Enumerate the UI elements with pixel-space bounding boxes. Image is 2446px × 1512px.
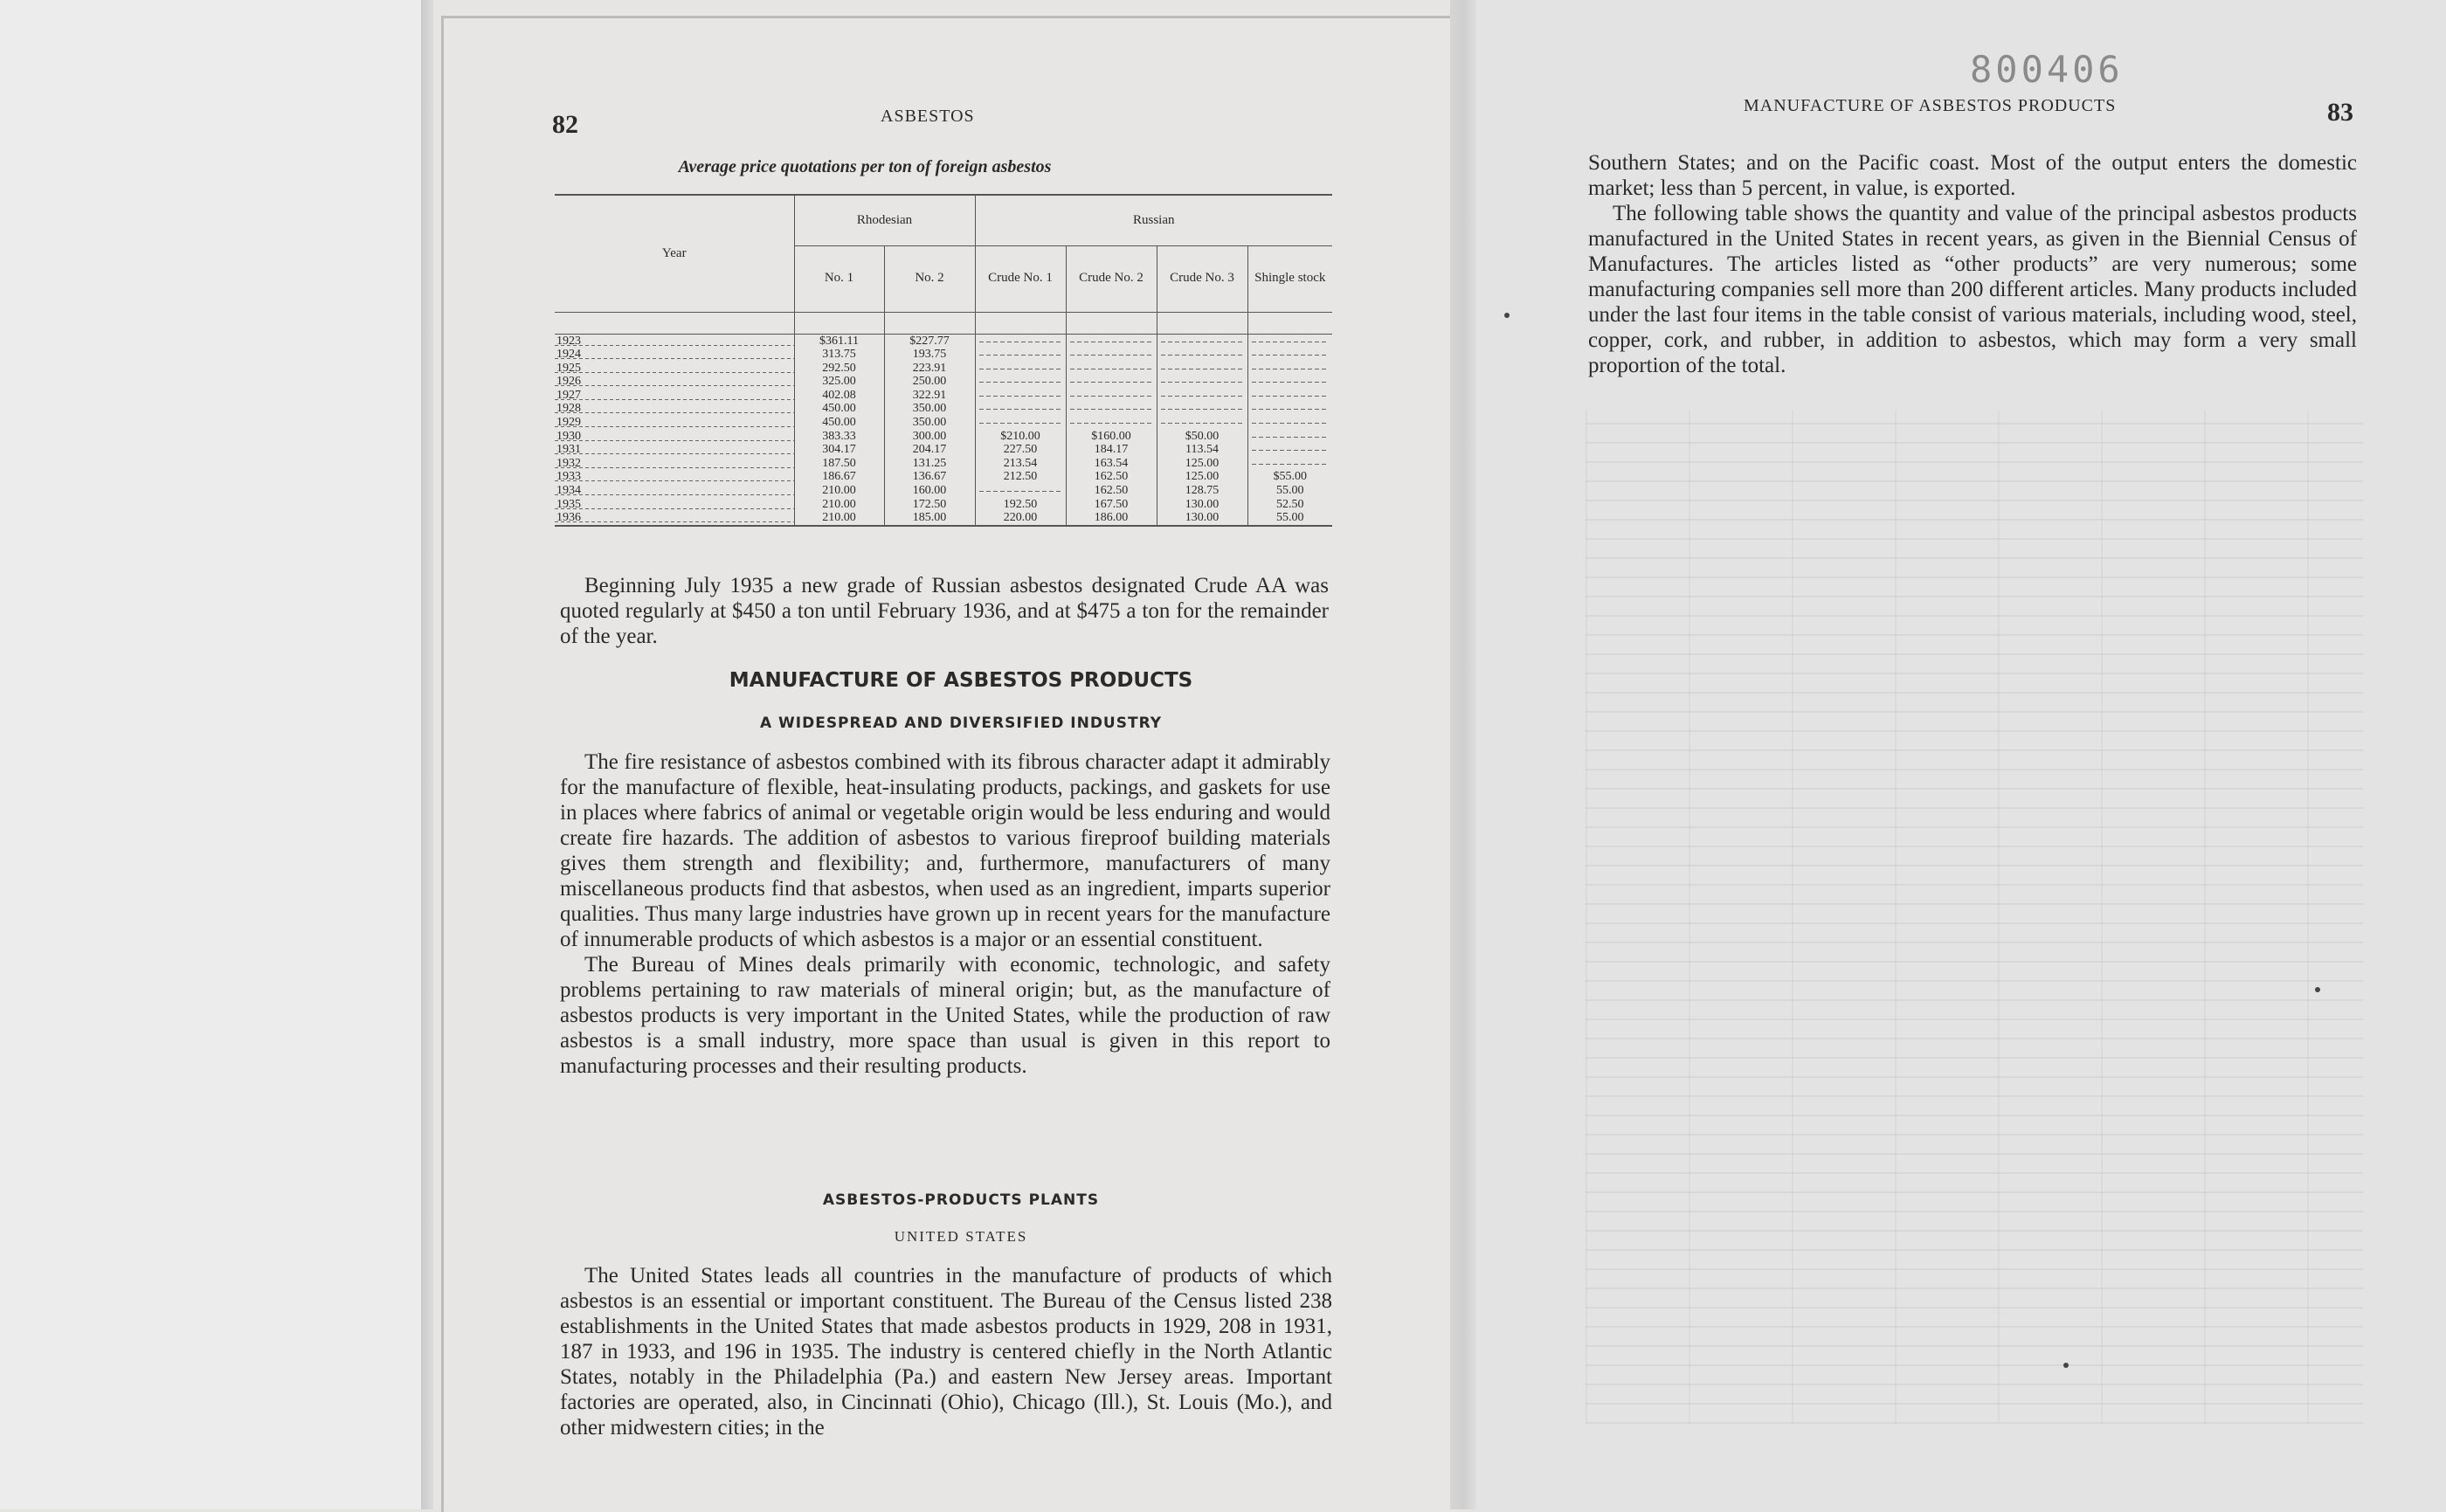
paragraph-fire-resistance: [560, 749, 1330, 1079]
year-cell: 1923: [555, 334, 794, 348]
price-cell: 220.00: [975, 511, 1066, 526]
column-header: No. 1: [794, 245, 884, 312]
price-cell: $50.00: [1157, 430, 1247, 444]
price-cell: 193.75: [884, 348, 975, 362]
price-cell: 223.91: [884, 362, 975, 376]
price-cell: [1157, 362, 1247, 376]
price-cell: [1066, 375, 1157, 389]
price-cell: 250.00: [884, 375, 975, 389]
column-header: Crude No. 1: [975, 245, 1066, 312]
group-header-rhodesian: Rhodesian: [794, 195, 975, 245]
price-cell: [975, 362, 1066, 376]
year-cell: 1934: [555, 484, 794, 498]
price-cell: 185.00: [884, 511, 975, 526]
price-cell: 350.00: [884, 402, 975, 416]
price-cell: 52.50: [1276, 497, 1304, 511]
price-cell: [975, 334, 1066, 348]
paragraph-text: The Bureau of Mines deals primarily with economic, technologic, and safety problems pertaining to raw materials of mineral origin; but, as the manufacture of asbestos products is very important in the United States, while the production of raw asbestos is a small industry, more space than usual is given in this report to manufacturing processes and their resulting products.: [560, 953, 1330, 1078]
price-cell: [975, 484, 1066, 498]
table-row: [555, 389, 1332, 403]
table-caption: Average price quotations per ton of foreign asbestos: [678, 157, 1052, 176]
year-cell: 1929: [555, 416, 794, 430]
bleed-through-table: [1586, 411, 2363, 1424]
price-cell: [1066, 416, 1157, 430]
price-cell: [1247, 362, 1332, 376]
table-row: [555, 348, 1332, 362]
price-cell: 350.00: [884, 416, 975, 430]
price-cell: 210.00: [794, 484, 884, 498]
price-cell: 184.17: [1066, 443, 1157, 457]
price-cell: 167.50: [1066, 498, 1157, 512]
price-cell: [1247, 443, 1332, 457]
price-cell: 313.75: [794, 348, 884, 362]
price-cell: 300.00: [884, 430, 975, 444]
price-cell: 204.17: [884, 443, 975, 457]
price-cell: 55.00: [1247, 511, 1332, 526]
price-cell: [975, 375, 1066, 389]
price-cell: 113.54: [1157, 443, 1247, 457]
table-row: [555, 430, 1332, 444]
price-cell: 125.00: [1157, 470, 1247, 484]
price-cell: 304.17: [794, 443, 884, 457]
right-page-text: [1588, 150, 2357, 378]
paragraph-text: Southern States; and on the Pacific coast. Most of the output enters the domestic market; less than 5 percent, in value, is exported.: [1588, 151, 2357, 200]
price-cell: 212.50: [975, 470, 1066, 484]
price-cell: 160.00: [884, 484, 975, 498]
price-cell: 162.50: [1066, 470, 1157, 484]
price-cell: 450.00: [794, 416, 884, 430]
column-header: Shingle stock: [1247, 245, 1332, 312]
year-cell: 1931: [555, 443, 794, 457]
paragraph-text: The fire resistance of asbestos combined with its fibrous character adapt it admirably for the manufacture of flexible, heat-insulating products, packings, and gaskets for use in places where fabrics of animal or vegetable origin would be less enduring and would create fire hazards. The addition of asbestos to various fireproof building materials gives them strength and flexibility; and, furthermore, manufacturers of many miscellaneous products find that asbestos, when used as an ingredient, imparts superior qualities. Thus many large industries have grown up in recent years for the manufacture of innumerable products of which asbestos is a major or an essential constituent.: [560, 750, 1330, 951]
price-cell: [1157, 389, 1247, 403]
column-header: Crude No. 3: [1157, 245, 1247, 312]
price-cell: 128.75: [1157, 484, 1247, 498]
price-cell: [1066, 362, 1157, 376]
paragraph-text: The United States leads all countries in the manufacture of products of which asbestos is an essential or important constituent. The Bureau of the Census listed 238 establishments in the United States that made asbestos products in 1929, 208 in 1931, 187 in 1933, and 196 in 1935. The industry is centered chiefly in the North Atlantic States, notably in the Philadelphia (Pa.) and eastern New Jersey areas. Important factories are operated, also, in Cincinnati (Ohio), Chicago (Ill.), St. Louis (Mo.), and other midwestern cities; in the: [560, 1264, 1332, 1440]
table-row: [555, 443, 1332, 457]
year-cell: 1936: [555, 511, 794, 526]
table-row: [555, 416, 1332, 430]
table-row: [555, 470, 1332, 484]
price-cell: 210.00: [794, 511, 884, 526]
price-table-body: [555, 312, 1332, 526]
price-table: [555, 194, 1332, 527]
price-cell: [1066, 334, 1157, 348]
table-row: [555, 457, 1332, 471]
table-row: [555, 402, 1332, 416]
price-cell: 210.00: [794, 498, 884, 512]
price-cell: [1247, 375, 1332, 389]
paragraph-united-states: [560, 1263, 1332, 1440]
archive-stamp: 800406: [1970, 48, 2124, 91]
scanner-background: [0, 0, 421, 1509]
price-cell: 172.50: [884, 498, 975, 512]
price-cell: 130.00: [1157, 511, 1247, 526]
price-cell: [1157, 402, 1247, 416]
price-cell: 325.00: [794, 375, 884, 389]
table-row: [555, 334, 1332, 348]
price-cell: 163.54: [1066, 457, 1157, 471]
price-cell: [1247, 416, 1332, 430]
price-cell: 192.50: [975, 498, 1066, 512]
table-row: [555, 498, 1332, 512]
price-cell: [1157, 416, 1247, 430]
table-row: [555, 484, 1332, 498]
price-cell: 125.00: [1157, 457, 1247, 471]
price-cell: [1247, 402, 1332, 416]
page-edge: [421, 0, 433, 1509]
price-cell: 55.00: [1276, 484, 1304, 498]
price-cell: 186.00: [1066, 511, 1157, 526]
price-cell: 130.00: [1157, 498, 1247, 512]
price-cell: [975, 402, 1066, 416]
year-cell: 1924: [555, 348, 794, 362]
price-cell: 292.50: [794, 362, 884, 376]
price-cell: 186.67: [794, 470, 884, 484]
price-cell: [975, 389, 1066, 403]
price-cell: [1157, 348, 1247, 362]
price-cell: $55.00: [1273, 470, 1307, 484]
price-cell: 136.67: [884, 470, 975, 484]
price-cell: 131.25: [884, 457, 975, 471]
table-row: [555, 362, 1332, 376]
price-cell: [975, 416, 1066, 430]
column-header-year: Year: [555, 195, 794, 312]
year-cell: 1930: [555, 430, 794, 444]
column-header: No. 2: [884, 245, 975, 312]
column-header: Crude No. 2: [1066, 245, 1157, 312]
price-cell: 383.33: [794, 430, 884, 444]
year-cell: 1927: [555, 389, 794, 403]
page-number-left: 82: [552, 110, 578, 139]
price-cell: $361.11: [794, 334, 884, 348]
price-cell: 322.91: [884, 389, 975, 403]
price-cell: [1247, 389, 1332, 403]
price-cell: $210.00: [975, 430, 1066, 444]
heading-manufacture: MANUFACTURE OF ASBESTOS PRODUCTS: [729, 669, 1193, 692]
paragraph-text: The following table shows the quantity and value of the principal asbestos products manufactured in the United States in recent years, as given in the Biennial Census of Manufactures. The articles listed as “other products” are very numerous; some manufacturing companies sell more than 200 different articles. Many products included under the last four items in the table consist of various materials, including wood, steel, copper, cork, and rubber, in addition to asbestos, which may form a very small proportion of the total.: [1588, 202, 2357, 377]
heading-plants: ASBESTOS-PRODUCTS PLANTS: [822, 1191, 1100, 1209]
price-cell: [1066, 389, 1157, 403]
subheading-industry: A WIDESPREAD AND DIVERSIFIED INDUSTRY: [759, 715, 1163, 732]
price-cell: [1066, 402, 1157, 416]
price-cell: 213.54: [975, 457, 1066, 471]
running-head-right: MANUFACTURE OF ASBESTOS PRODUCTS: [1744, 96, 2117, 115]
price-cell: 450.00: [794, 402, 884, 416]
year-cell: 1932: [555, 457, 794, 471]
price-cell: $227.77: [884, 334, 975, 348]
year-cell: 1926: [555, 375, 794, 389]
price-cell: $160.00: [1066, 430, 1157, 444]
price-cell: [1247, 457, 1332, 471]
page-number-right: 83: [2327, 98, 2353, 127]
price-cell: [1247, 348, 1332, 362]
price-cell: 402.08: [794, 389, 884, 403]
scan-speck: [1504, 313, 1510, 318]
paragraph-text: Beginning July 1935 a new grade of Russian asbestos designated Crude AA was quoted regularly at $450 a ton until February 1936, and at $475 a ton for the remainder of the year.: [560, 574, 1329, 648]
group-header-russian: Russian: [975, 195, 1332, 245]
year-cell: 1928: [555, 402, 794, 416]
year-cell: 1935: [555, 498, 794, 512]
table-row: [555, 375, 1332, 389]
book-gutter: [1450, 0, 1476, 1509]
price-cell: [1066, 348, 1157, 362]
year-cell: 1925: [555, 362, 794, 376]
subheading-united-states: UNITED STATES: [894, 1228, 1028, 1245]
scan-speck: [2315, 987, 2320, 992]
price-cell: [975, 348, 1066, 362]
price-cell: [1157, 375, 1247, 389]
price-cell: 162.50: [1066, 484, 1157, 498]
price-cell: 187.50: [794, 457, 884, 471]
running-head-left: ASBESTOS: [881, 107, 975, 126]
scan-speck: [2063, 1363, 2069, 1368]
price-cell: [1247, 430, 1332, 444]
price-cell: [1247, 334, 1332, 348]
table-row: [555, 511, 1332, 526]
price-cell: [1157, 334, 1247, 348]
price-cell: 227.50: [975, 443, 1066, 457]
year-cell: 1933: [555, 470, 794, 484]
paragraph-crude-aa: [560, 573, 1329, 649]
